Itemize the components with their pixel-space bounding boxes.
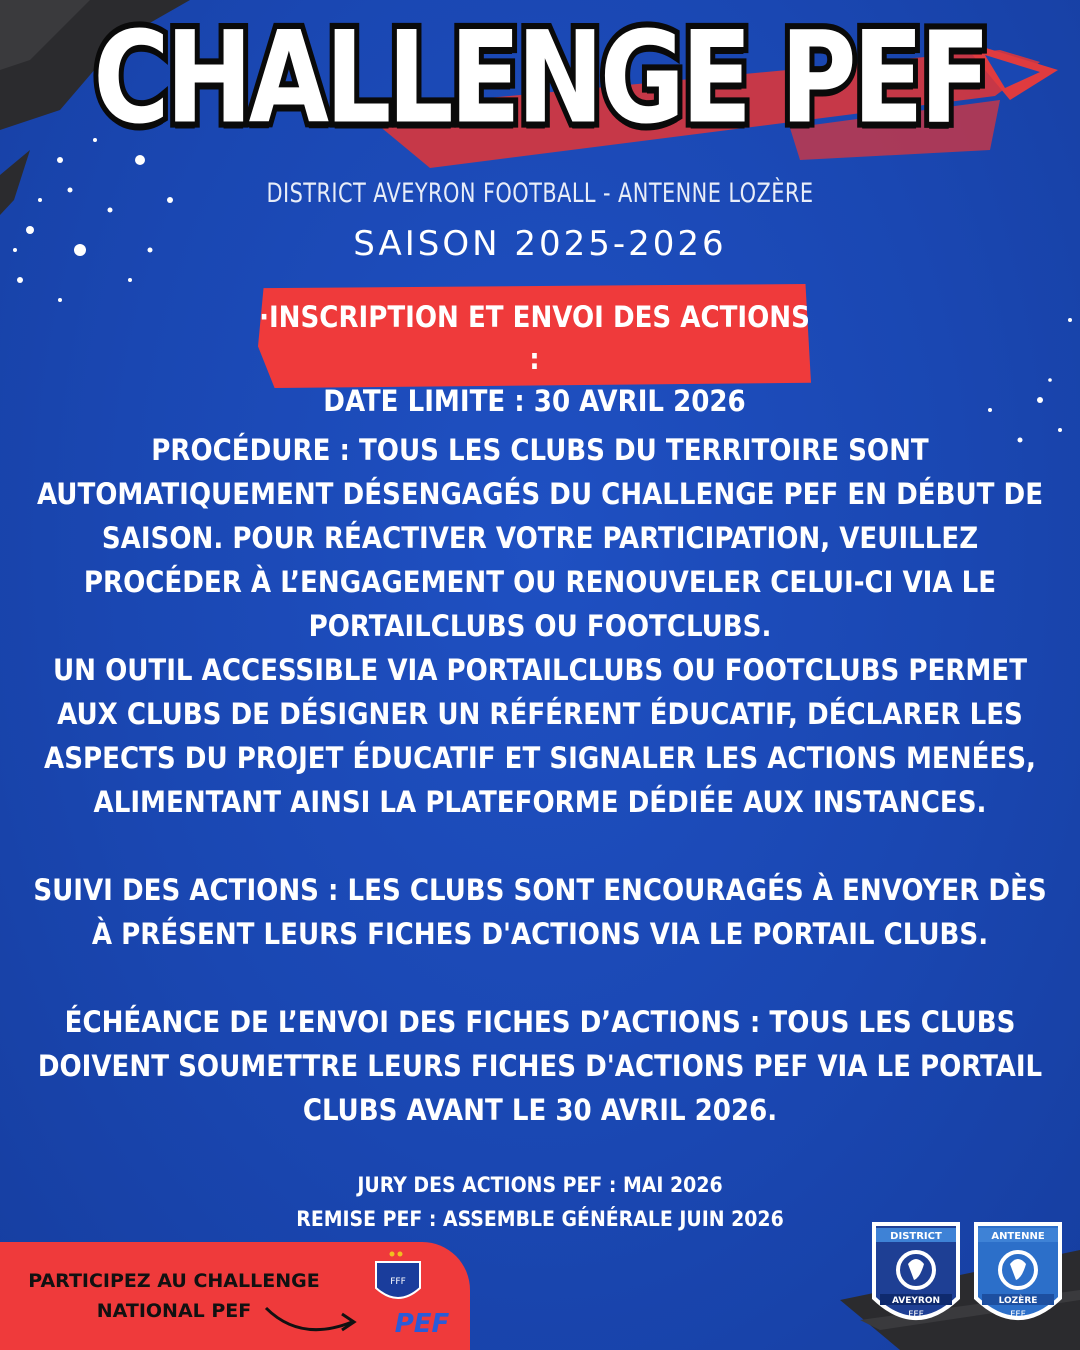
page-title: CHALLENGE PEF <box>93 3 987 152</box>
ceremony-date: REMISE PEF : ASSEMBLE GÉNÉRALE JUIN 2026 <box>296 1207 784 1231</box>
procedure-paragraph: PROCÉDURE : TOUS LES CLUBS DU TERRITOIRE SONT AUTOMATIQUEMENT DÉSENGAGÉS DU CHALLENGE PEF EN DÉBUT DE SAISON. POUR RÉACTIVER VOTRE PARTICIPATION, VEUILLEZ PROCÉDER À L’ENGAGEMENT OU RENOUVELER CELUI-CI VIA LE PORTAILCLUBS OU FOOTCLUBS. <box>36 433 1044 643</box>
deadline-paragraph: ÉCHÉANCE DE L’ENVOI DES FICHES D’ACTIONS : TOUS LES CLUBS DOIVENT SOUMETTRE LEURS FICHES D'ACTIONS PEF VIA LE PORTAIL CLUBS AVANT LE 30 AVRIL 2026. <box>37 1005 1043 1127</box>
antenne-crest-top: ANTENNE <box>991 1231 1045 1242</box>
district-aveyron-crest <box>866 1218 966 1340</box>
fff-pef-logo <box>352 1250 452 1345</box>
season-label: SAISON 2025-2026 <box>353 224 727 264</box>
cta-line-2: NATIONAL PEF <box>96 1300 252 1322</box>
district-crest-fff: FFF <box>908 1310 924 1320</box>
antenne-crest-bottom: LOZÈRE <box>998 1296 1038 1306</box>
deadline-line-1: ·INSCRIPTION ET ENVOI DES ACTIONS : <box>259 300 810 376</box>
tool-paragraph: UN OUTIL ACCESSIBLE VIA PORTAILCLUBS OU FOOTCLUBS PERMET AUX CLUBS DE DÉSIGNER UN RÉFÉRENT ÉDUCATIF, DÉCLARER LES ASPECTS DU PROJET ÉDUCATIF ET SIGNALER LES ACTIONS MENÉES, ALIMENTANT AINSI LA PLATEFORME DÉDIÉE AUX INSTANCES. <box>44 653 1036 819</box>
cta-line-1: PARTICIPEZ AU CHALLENGE <box>28 1270 320 1292</box>
fff-logo-text: FFF <box>390 1277 406 1287</box>
antenne-crest-fff: FFF <box>1010 1310 1026 1320</box>
subtitle: DISTRICT AVEYRON FOOTBALL - ANTENNE LOZÈRE <box>266 178 814 209</box>
jury-date: JURY DES ACTIONS PEF : MAI 2026 <box>357 1173 723 1197</box>
district-crest-top: DISTRICT <box>890 1231 942 1242</box>
followup-paragraph: SUIVI DES ACTIONS : LES CLUBS SONT ENCOURAGÉS À ENVOYER DÈS À PRÉSENT LEURS FICHES D'ACTIONS VIA LE PORTAIL CLUBS. <box>33 873 1047 951</box>
deadline-banner-text <box>258 296 811 422</box>
deadline-line-2: DATE LIMITE : 30 AVRIL 2026 <box>323 384 746 418</box>
district-crest-bottom: AVEYRON <box>891 1296 941 1306</box>
antenne-lozere-crest <box>968 1218 1068 1340</box>
pef-logo-text: PEF <box>394 1309 450 1339</box>
arrow-icon <box>262 1300 362 1340</box>
